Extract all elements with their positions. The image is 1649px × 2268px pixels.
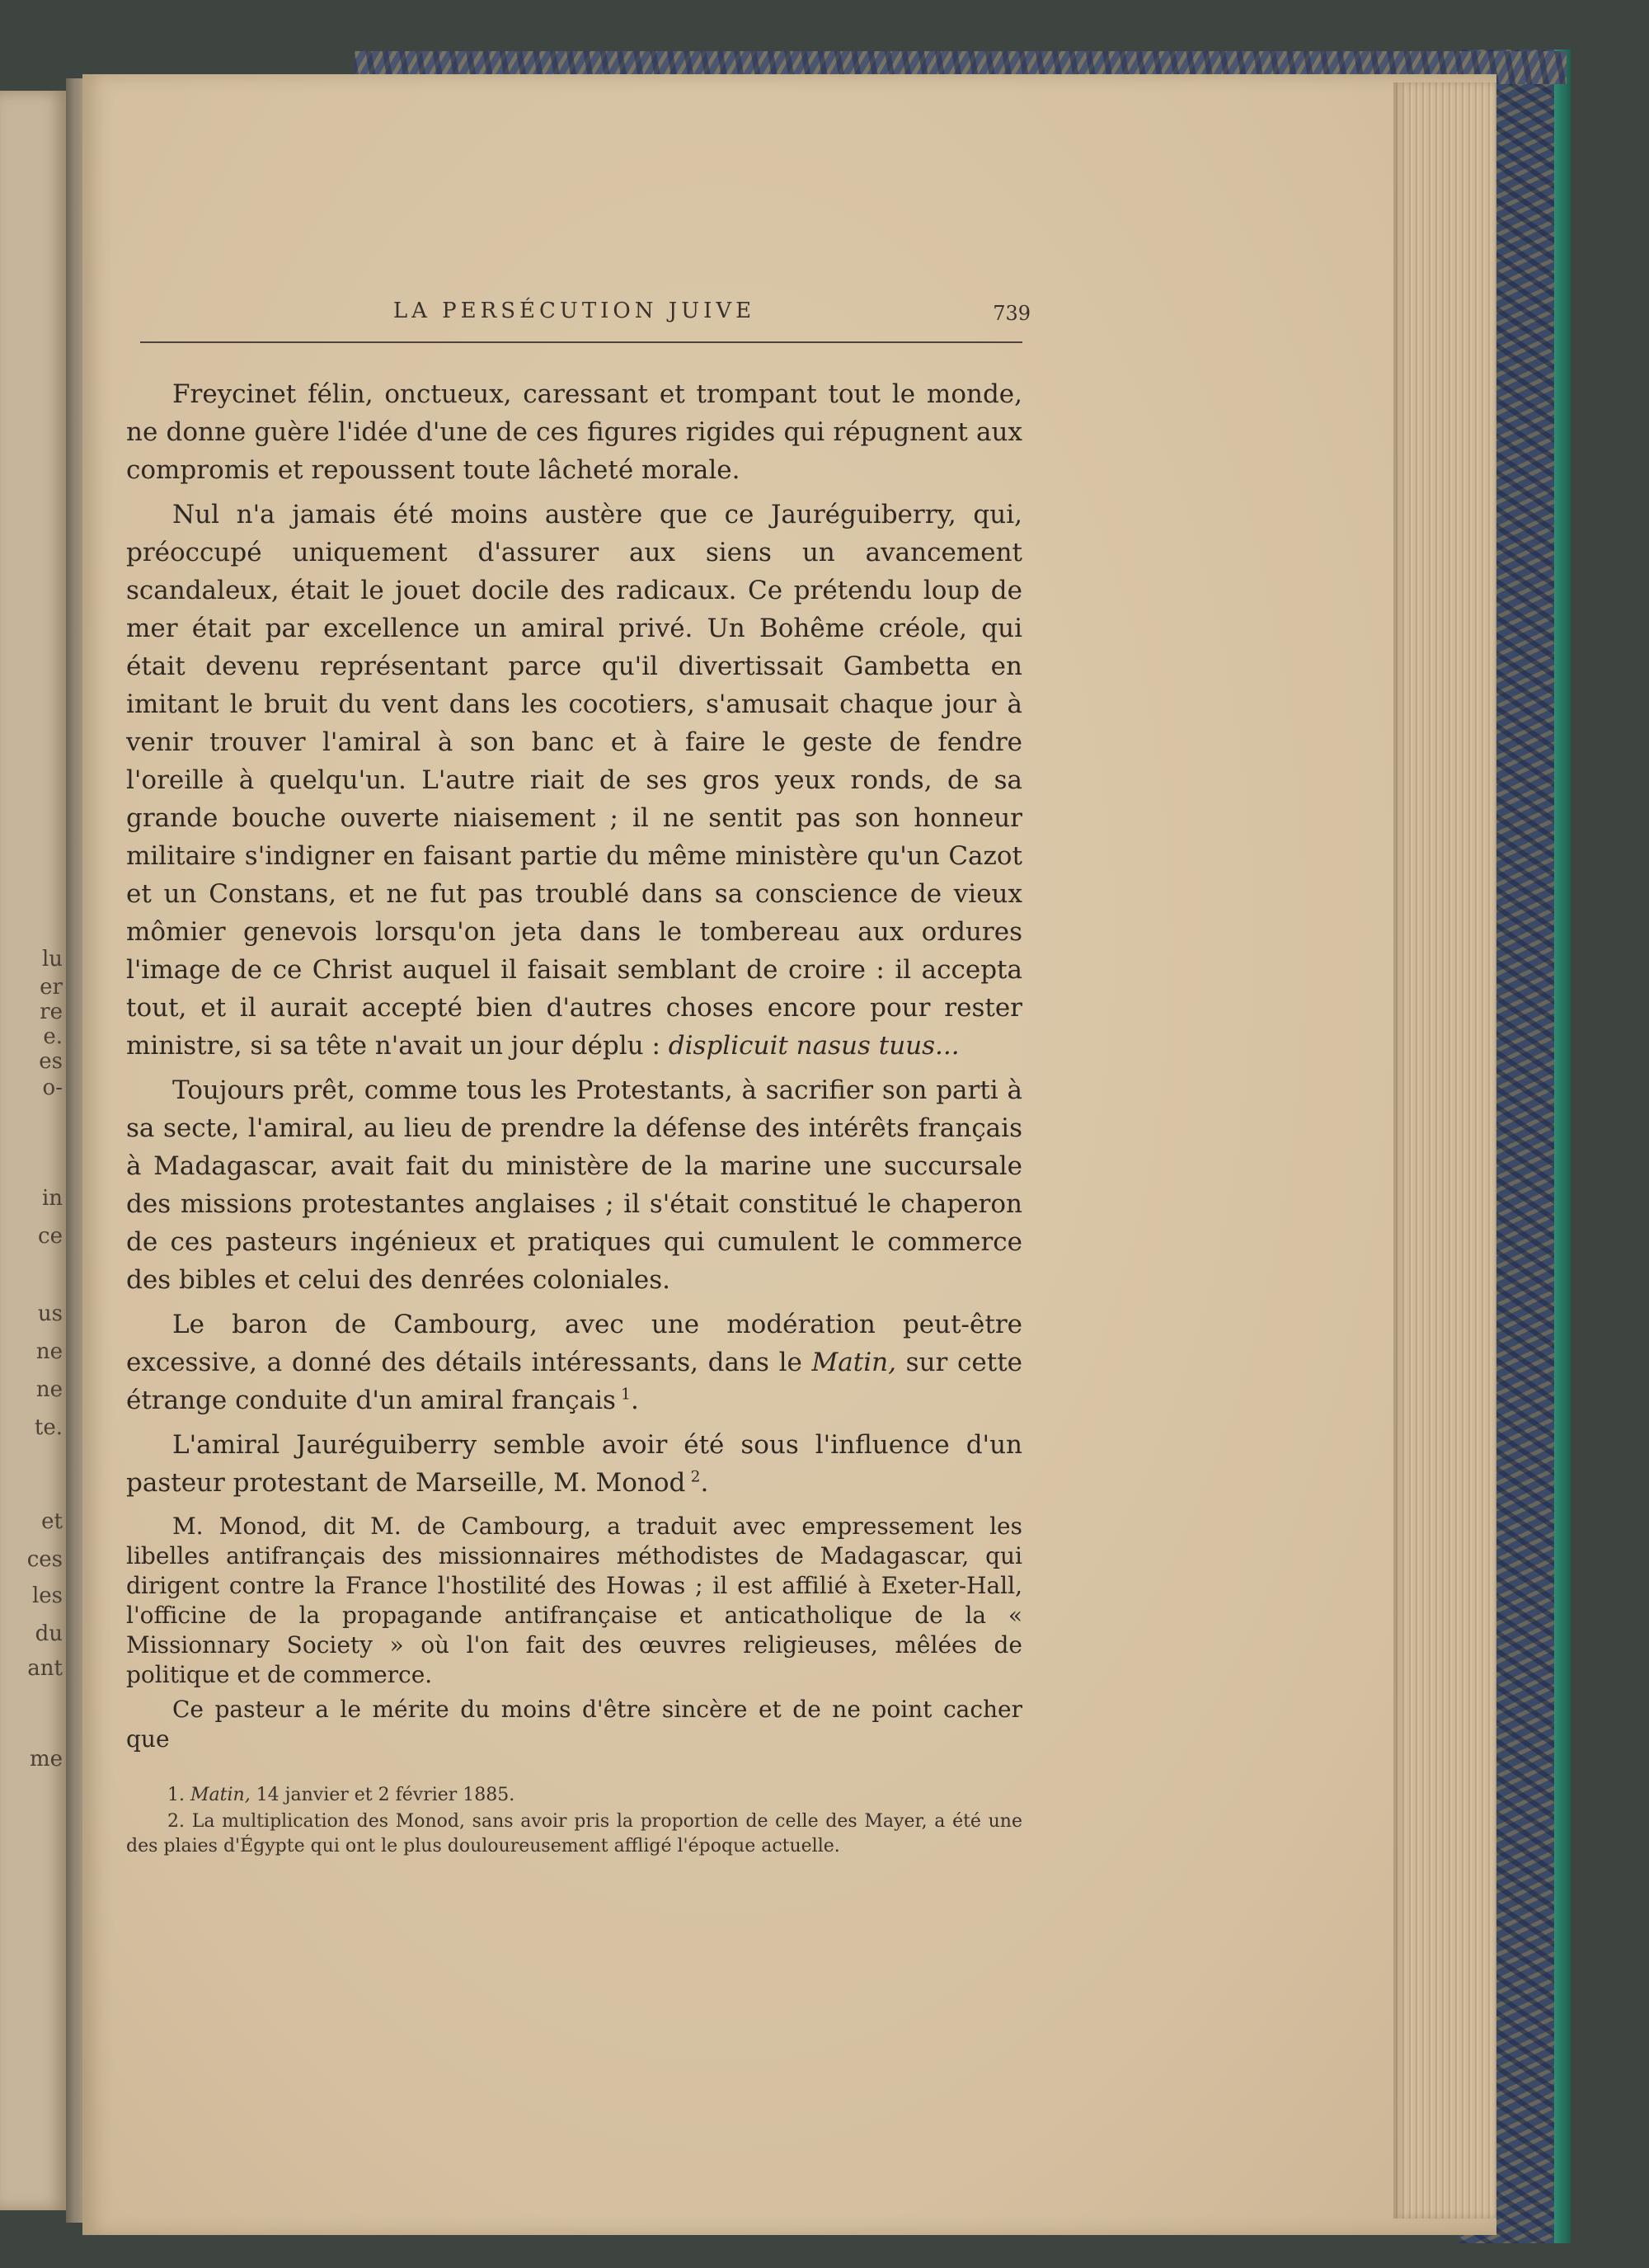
- paragraph: Toujours prêt, comme tous les Protestants, à sacrifier son parti à sa secte, l'amiral, au lieu de prendre la défense des intérêts français à Madagascar, avait fait du ministère de la marine une succursale des missions protestantes anglaises ; il s'était constitué le chaperon de ces pasteurs ingénieux et pratiques qui cumulent le commerce des bibles et celui des denrées coloniales.: [126, 1075, 1022, 1295]
- paragraph-text: Le baron de Cambourg, avec une modération peut-être excessive, a donné des détails intéressants, dans le: [126, 1310, 1022, 1377]
- footnote-ref[interactable]: 2: [690, 1468, 701, 1486]
- footnote: [126, 1783, 1022, 1808]
- footnote-number: 1.: [167, 1785, 185, 1805]
- paragraph-text: sur cette étrange conduite d'un amiral français: [126, 1348, 1023, 1415]
- quote-paragraph: Ce pasteur a le mérite du moins d'être sincère et de ne point cacher que: [126, 1696, 1022, 1753]
- paragraph-text: Nul n'a jamais été moins austère que ce Jauréguiberry, qui, préoccupé uniquement d'assurer aux siens un avancement scandaleux, était le jouet docile des radicaux. Ce prétendu loup de mer était par excellence un amiral privé. Un Bohême créole, qui était devenu représentant parce qu'il divertissait Gambetta en imitant le bruit du vent dans les cocotiers, s'amusait chaque jour à venir trouver l'amiral à son banc et à faire le geste de fendre l'oreille à quelqu'un. L'autre riait de ses gros yeux ronds, de sa grande bouche ouverte niaisement ; il ne sentit pas son honneur militaire s'indigner en faisant partie du même ministère qu'un Cazot et un Constans, et ne fut pas troublé dans sa conscience de vieux mômier genevois lorsqu'on jeta dans le tombereau aux ordures l'image de ce Christ auquel il faisait semblant de croire : il accepta tout, et il aurait accepté bien d'autres choses encore pour rester ministre, si sa tête n'avait un jour déplu :: [126, 500, 1022, 1061]
- footnotes: [126, 1783, 1022, 1861]
- left-page-fragment: lu: [41, 947, 63, 972]
- left-page-fragment: es: [39, 1049, 63, 1074]
- footnote-ref[interactable]: 1: [621, 1386, 631, 1404]
- body-text: [126, 375, 1022, 1508]
- newspaper-title: Matin,: [811, 1348, 896, 1377]
- paragraph-end: .: [700, 1468, 709, 1498]
- left-page-fragment: us: [37, 1301, 63, 1326]
- footnote-text: La multiplication des Monod, sans avoir pris la proportion de celle des Mayer, a été une des plaies d'Égypte qui ont le plus douloureusement affligé l'époque actuelle.: [126, 1811, 1022, 1856]
- running-title: LA PERSÉCUTION JUIVE: [392, 299, 756, 323]
- left-page-fragment: re: [40, 1000, 63, 1024]
- left-page-fragment: ne: [35, 1339, 63, 1364]
- paragraph: [126, 1306, 1022, 1419]
- left-page-fragment: o-: [42, 1075, 63, 1100]
- page-edges: [1393, 82, 1496, 2219]
- paragraph: [126, 496, 1022, 1065]
- footnote-text: 14 janvier et 2 février 1885.: [256, 1785, 515, 1805]
- latin-quote: displicuit nasus tuus...: [668, 1031, 960, 1061]
- block-quote: [126, 1512, 1022, 1759]
- paragraph-text: L'amiral Jauréguiberry semble avoir été sous l'influence d'un pasteur protestant de Marseille, M. Monod: [126, 1430, 1022, 1498]
- left-page-fragment: du: [35, 1621, 63, 1646]
- left-page-fragment: in: [41, 1186, 63, 1211]
- page-number: 739: [993, 302, 1031, 325]
- left-page-fragment: et: [41, 1509, 63, 1534]
- left-page-fragment: ce: [38, 1224, 63, 1249]
- left-page-fragment: ces: [26, 1547, 63, 1572]
- left-page-fragment: e.: [43, 1024, 63, 1049]
- footnote-source: Matin,: [190, 1785, 251, 1805]
- left-facing-page: [0, 91, 66, 2210]
- left-page-fragment: les: [31, 1583, 63, 1608]
- running-header: [126, 299, 1031, 335]
- left-page-fragment: ne: [35, 1377, 63, 1402]
- paragraph: Freycinet félin, onctueux, caressant et trompant tout le monde, ne donne guère l'idée d'une de ces figures rigides qui répugnent aux compromis et repoussent toute lâcheté morale.: [126, 379, 1022, 485]
- paragraph: [126, 1426, 1022, 1502]
- paragraph-end: .: [630, 1386, 639, 1415]
- left-page-fragment: ant: [27, 1656, 63, 1681]
- quote-paragraph: M. Monod, dit M. de Cambourg, a traduit avec empressement les libelles antifrançais des missionnaires méthodistes de Madagascar, qui dirigent contre la France l'hostilité des Howas ; il est affilié à Exeter-Hall, l'officine de la propagande antifrançaise et anticatholique de la « Missionnary Society » où l'on fait des œuvres religieuses, mêlées de politique et de commerce.: [126, 1513, 1022, 1688]
- header-rule: [140, 341, 1022, 343]
- left-page-fragment: er: [40, 975, 63, 1000]
- footnote: [126, 1809, 1022, 1859]
- left-page-fragment: me: [29, 1747, 63, 1772]
- left-page-fragment: te.: [34, 1415, 63, 1440]
- cover-edge: [1554, 49, 1571, 2243]
- footnote-number: 2.: [167, 1811, 185, 1832]
